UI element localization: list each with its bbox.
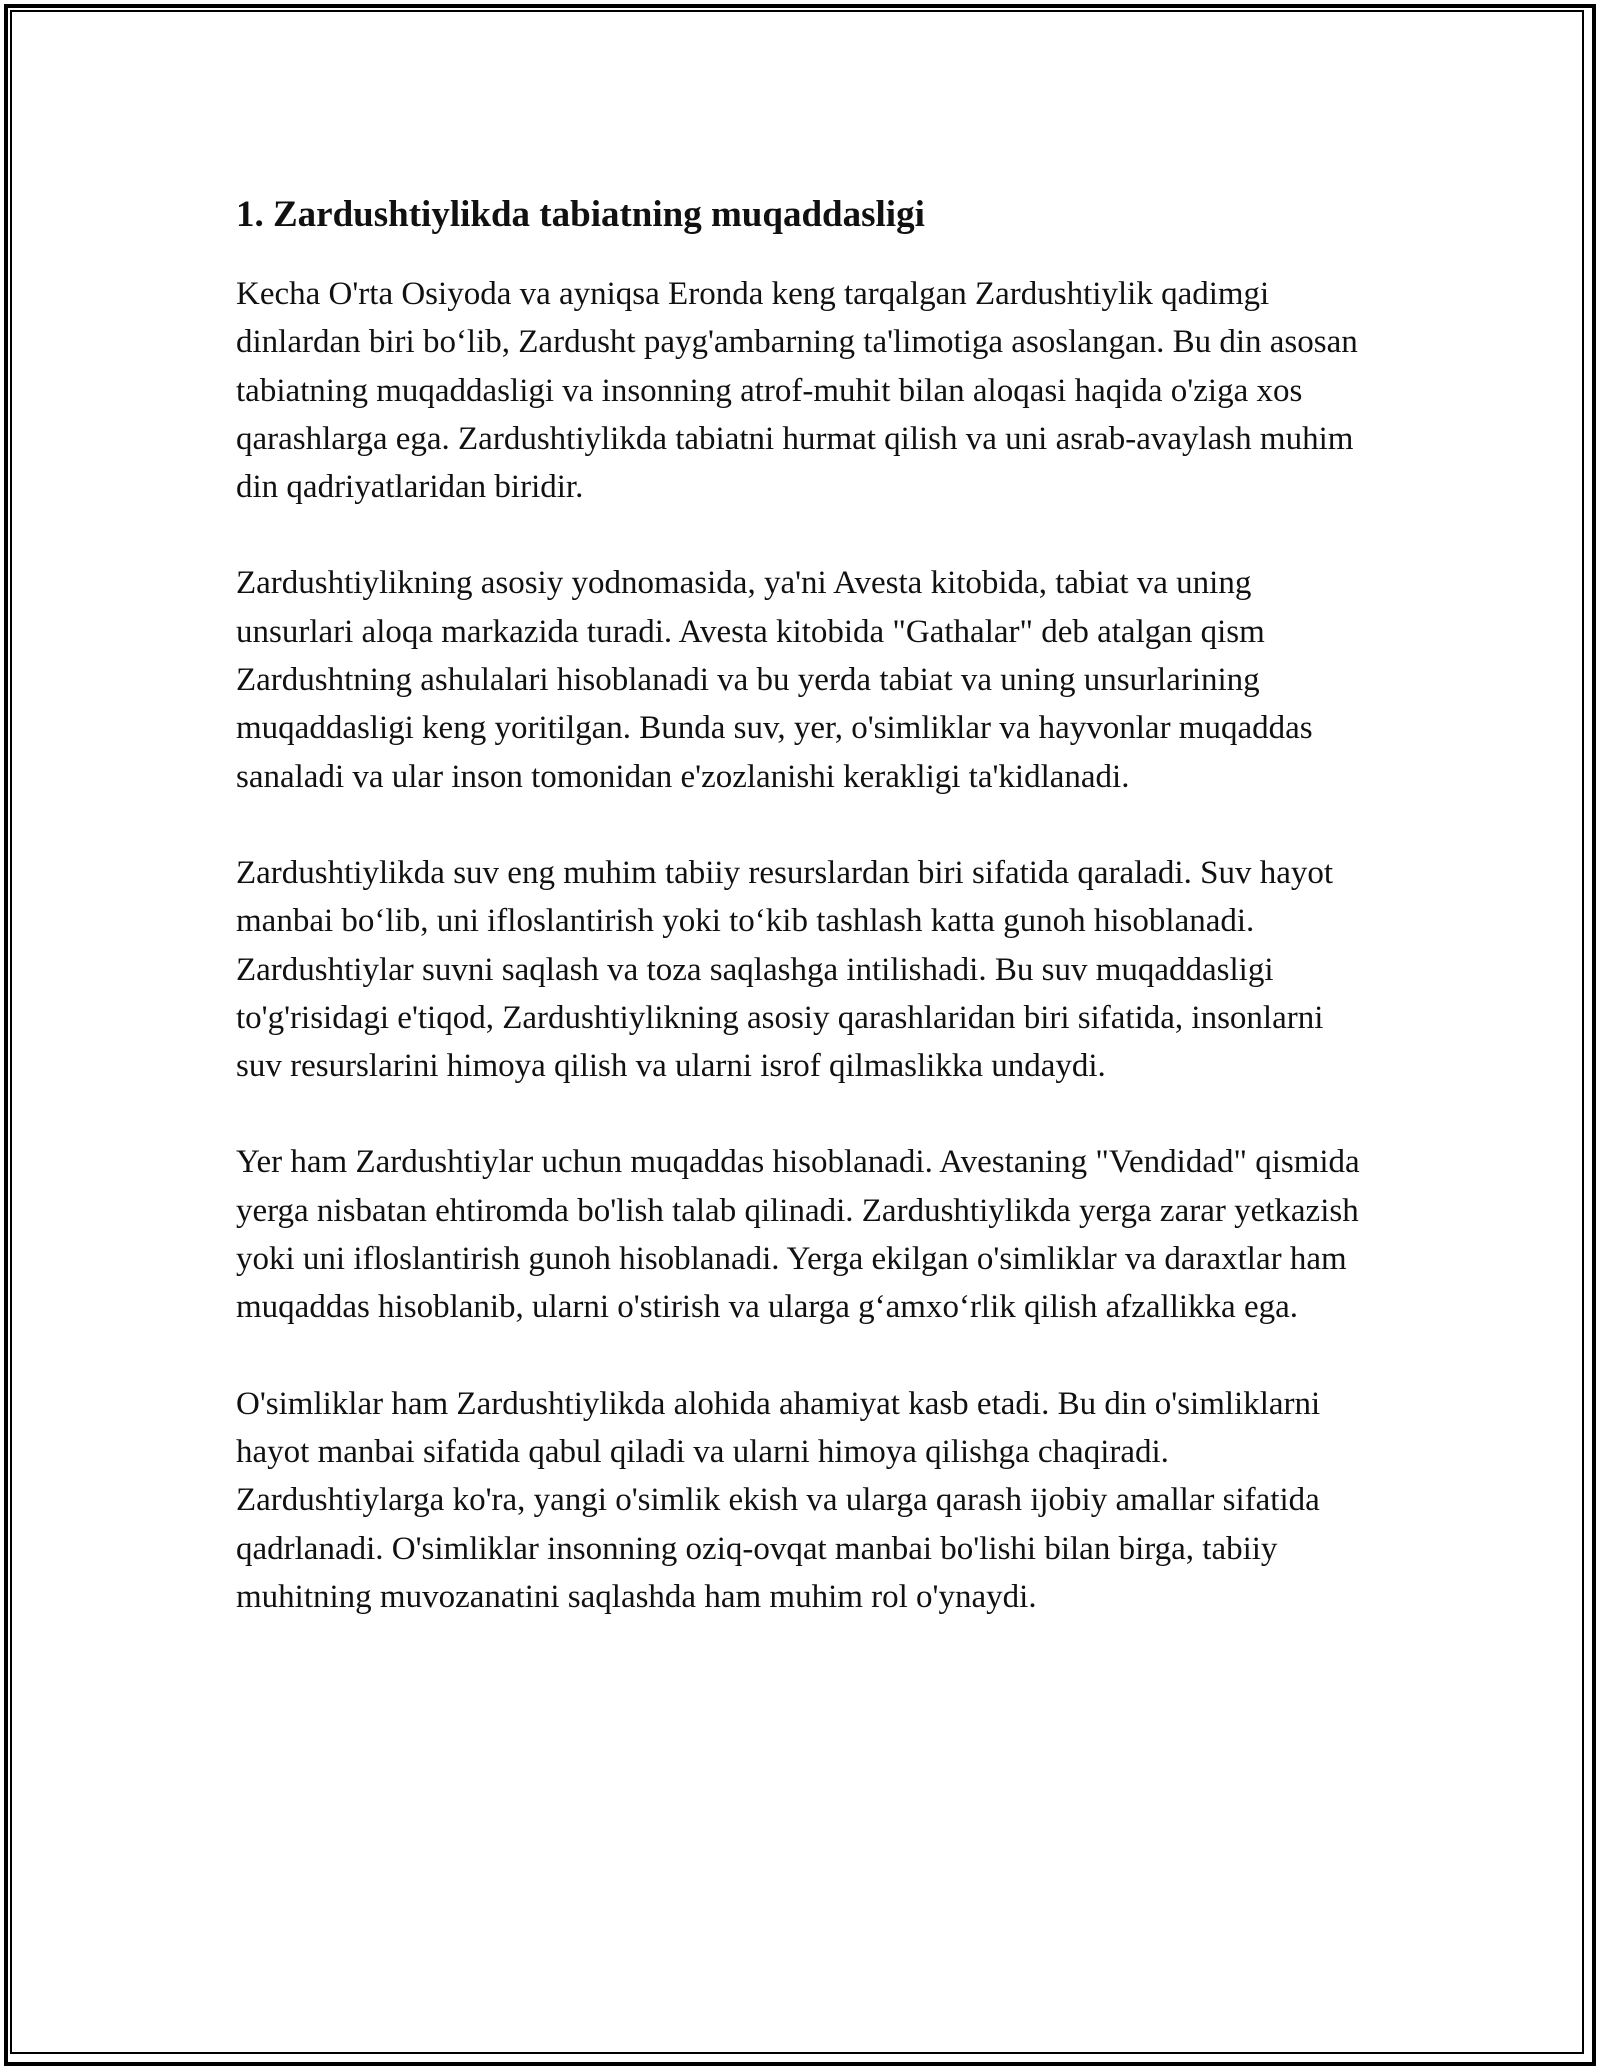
paragraph-5: O'simliklar ham Zardushtiylikda alohida ahamiyat kasb etadi. Bu din o'simliklarni hayot manbai sifatida qabul qiladi va ularni himoya qilishga chaqiradi. Zardushtiylarga ko'ra, yangi o'simlik ekish va ularga qarash ijobiy amallar sifatida qadrlanadi. O'simliklar insonning oziq-ovqat manbai bo'lishi bilan birga, tabiiy muhitning muvozanatini saqlashda ham muhim rol o'ynaydi. (236, 1385, 1321, 1615)
paragraph-2: Zardushtiylikning asosiy yodnomasida, ya'ni Avesta kitobida, tabiat va uning unsurlari aloqa markazida turadi. Avesta kitobida "Gathalar" deb atalgan qism Zardushtning ashulalari hisoblanadi va bu yerda tabiat va uning unsurlarining muqaddasligi keng yoritilgan. Bunda suv, yer, o'simliklar va hayvonlar muqaddas sanaladi va ular inson tomonidan e'zozlanishi kerakligi ta'kidlanadi. (236, 565, 1313, 795)
paragraph-4: Yer ham Zardushtiylar uchun muqaddas hisoblanadi. Avestaning "Vendidad" qismida yerga nisbatan ehtiromda bo'lish talab qilinadi. Zardushtiylikda yerga zarar yetkazish yoki uni ifloslantirish gunoh hisoblanadi. Yerga ekilgan o'simliklar va daraxtlar ham muqaddas hisoblanib, ularni o'stirish va ularga g‘amxo‘rlik qilish afzallikka ega. (236, 1144, 1360, 1326)
page-title: 1. Zardushtiylikda tabiatning muqaddasligi (236, 194, 925, 235)
paragraph-3: Zardushtiylikda suv eng muhim tabiiy resurslardan biri sifatida qaraladi. Suv hayot manbai bo‘lib, uni ifloslantirish yoki to‘kib tashlash katta gunoh hisoblanadi. Zardushtiylar suvni saqlash va toza saqlashga intilishadi. Bu suv muqaddasligi to'g'risidagi e'tiqod, Zardushtiylikning asosiy qarashlaridan biri sifatida, insonlarni suv resurslarini himoya qilish va ularni isrof qilmaslikka undaydi. (236, 854, 1334, 1085)
document-body (236, 190, 1376, 1621)
paragraph-1: Kecha O'rta Osiyoda va ayniqsa Eronda keng tarqalgan Zardushtiylik qadimgi dinlardan biri bo‘lib, Zardusht payg'ambarning ta'limotiga asoslangan. Bu din asosan tabiatning muqaddasligi va insonning atrof-muhit bilan aloqasi haqida o'ziga xos qarashlarga ega. Zardushtiylikda tabiatni hurmat qilish va uni asrab-avaylash muhim din qadriyatlaridan biridir. (236, 276, 1358, 506)
